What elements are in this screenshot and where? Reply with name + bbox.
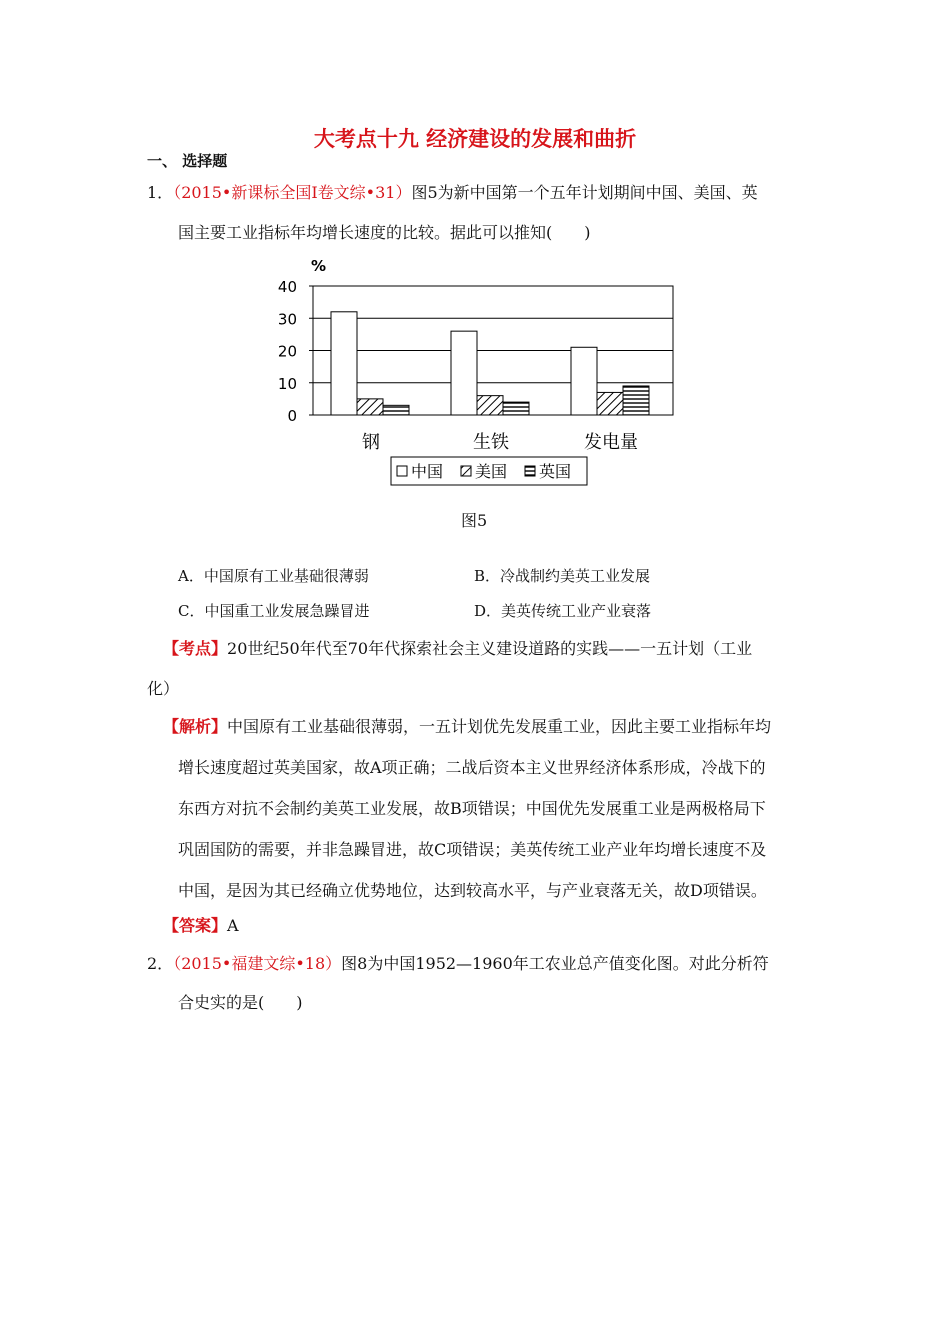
chart-category-label: 发电量: [584, 432, 638, 453]
question-2-stem-1: 图8为中国1952—1960年工农业总产值变化图。对此分析符: [341, 954, 769, 973]
jiexi-line-1: [163, 714, 771, 737]
chart-legend-label: 中国: [411, 462, 444, 481]
option-b: B．冷战制约美英工业发展: [474, 567, 651, 585]
question-2-number: 2．: [147, 954, 174, 973]
chart-bar-美国: [597, 392, 623, 415]
figure-caption: 图5: [461, 511, 488, 530]
chart-bar-中国: [571, 347, 597, 415]
answer-line: [163, 913, 239, 936]
option-a: A．中国原有工业基础很薄弱: [178, 567, 369, 585]
chart-bar-中国: [451, 331, 477, 415]
chart-bar-中国: [331, 312, 357, 415]
chart-ylabel: %: [311, 257, 327, 275]
kaodian-line-2: 化）: [147, 679, 180, 698]
jiexi-tag: 【解析】: [163, 717, 228, 736]
chart-legend-swatch: [397, 466, 407, 476]
question-1-line-1: [147, 180, 758, 203]
answer-value: A: [227, 916, 239, 935]
bar-chart: [0, 250, 950, 490]
question-2-source: （2015•福建文综•18）: [173, 954, 342, 973]
chart-ytick-label: 40: [277, 278, 297, 296]
jiexi-line-4: 巩固国防的需要，并非急躁冒进，故C项错误；美英传统工业产业年均增长速度不及: [178, 840, 767, 859]
chart-ytick-label: 20: [277, 342, 297, 361]
chart-category-label: 生铁: [473, 432, 509, 453]
question-1-source: （2015•新课标全国Ⅰ卷文综•31）: [173, 183, 412, 202]
jiexi-line-3: 东西方对抗不会制约美英工业发展，故B项错误；中国优先发展重工业是两极格局下: [178, 799, 766, 818]
kaodian-text-1: 20世纪50年代至70年代探索社会主义建设道路的实践——一五计划（工业: [227, 639, 753, 658]
chart-bar-英国: [503, 402, 529, 415]
question-2-line-1: [147, 951, 769, 974]
answer-tag: 【答案】: [163, 916, 228, 935]
question-1-number: 1．: [147, 183, 174, 202]
question-1-stem-2: 国主要工业指标年均增长速度的比较。据此可以推知( ): [178, 223, 591, 242]
question-1-stem-1: 图5为新中国第一个五年计划期间中国、美国、英: [411, 183, 758, 202]
chart-bar-美国: [477, 396, 503, 415]
chart-bar-英国: [383, 405, 409, 415]
jiexi-line-5: 中国，是因为其已经确立优势地位，达到较高水平，与产业衰落无关，故D项错误。: [178, 881, 767, 900]
section-heading: 一、 选择题: [147, 152, 228, 170]
question-2-stem-2: 合史实的是( ): [178, 993, 303, 1012]
chart-ytick-label: 10: [277, 374, 297, 393]
chart-legend-label: 美国: [475, 462, 508, 481]
chart-bar-美国: [357, 399, 383, 415]
jiexi-line-2: 增长速度超过英美国家，故A项正确；二战后资本主义世界经济体系形成，冷战下的: [178, 758, 766, 777]
option-d: D．美英传统工业产业衰落: [474, 602, 652, 620]
page-title: 大考点十九 经济建设的发展和曲折: [313, 127, 637, 151]
chart-ytick-label: 0: [287, 407, 297, 425]
kaodian-tag: 【考点】: [163, 639, 228, 658]
jiexi-text-1: 中国原有工业基础很薄弱，一五计划优先发展重工业，因此主要工业指标年均: [227, 717, 772, 736]
kaodian-line-1: [163, 636, 752, 659]
chart-legend-swatch: [461, 466, 471, 476]
chart-category-label: 钢: [362, 432, 380, 453]
option-c: C．中国重工业发展急躁冒进: [178, 602, 370, 620]
chart-ytick-label: 30: [277, 310, 297, 329]
chart-legend-swatch: [525, 466, 535, 476]
chart-bar-英国: [623, 386, 649, 415]
chart-legend-label: 英国: [539, 462, 572, 481]
